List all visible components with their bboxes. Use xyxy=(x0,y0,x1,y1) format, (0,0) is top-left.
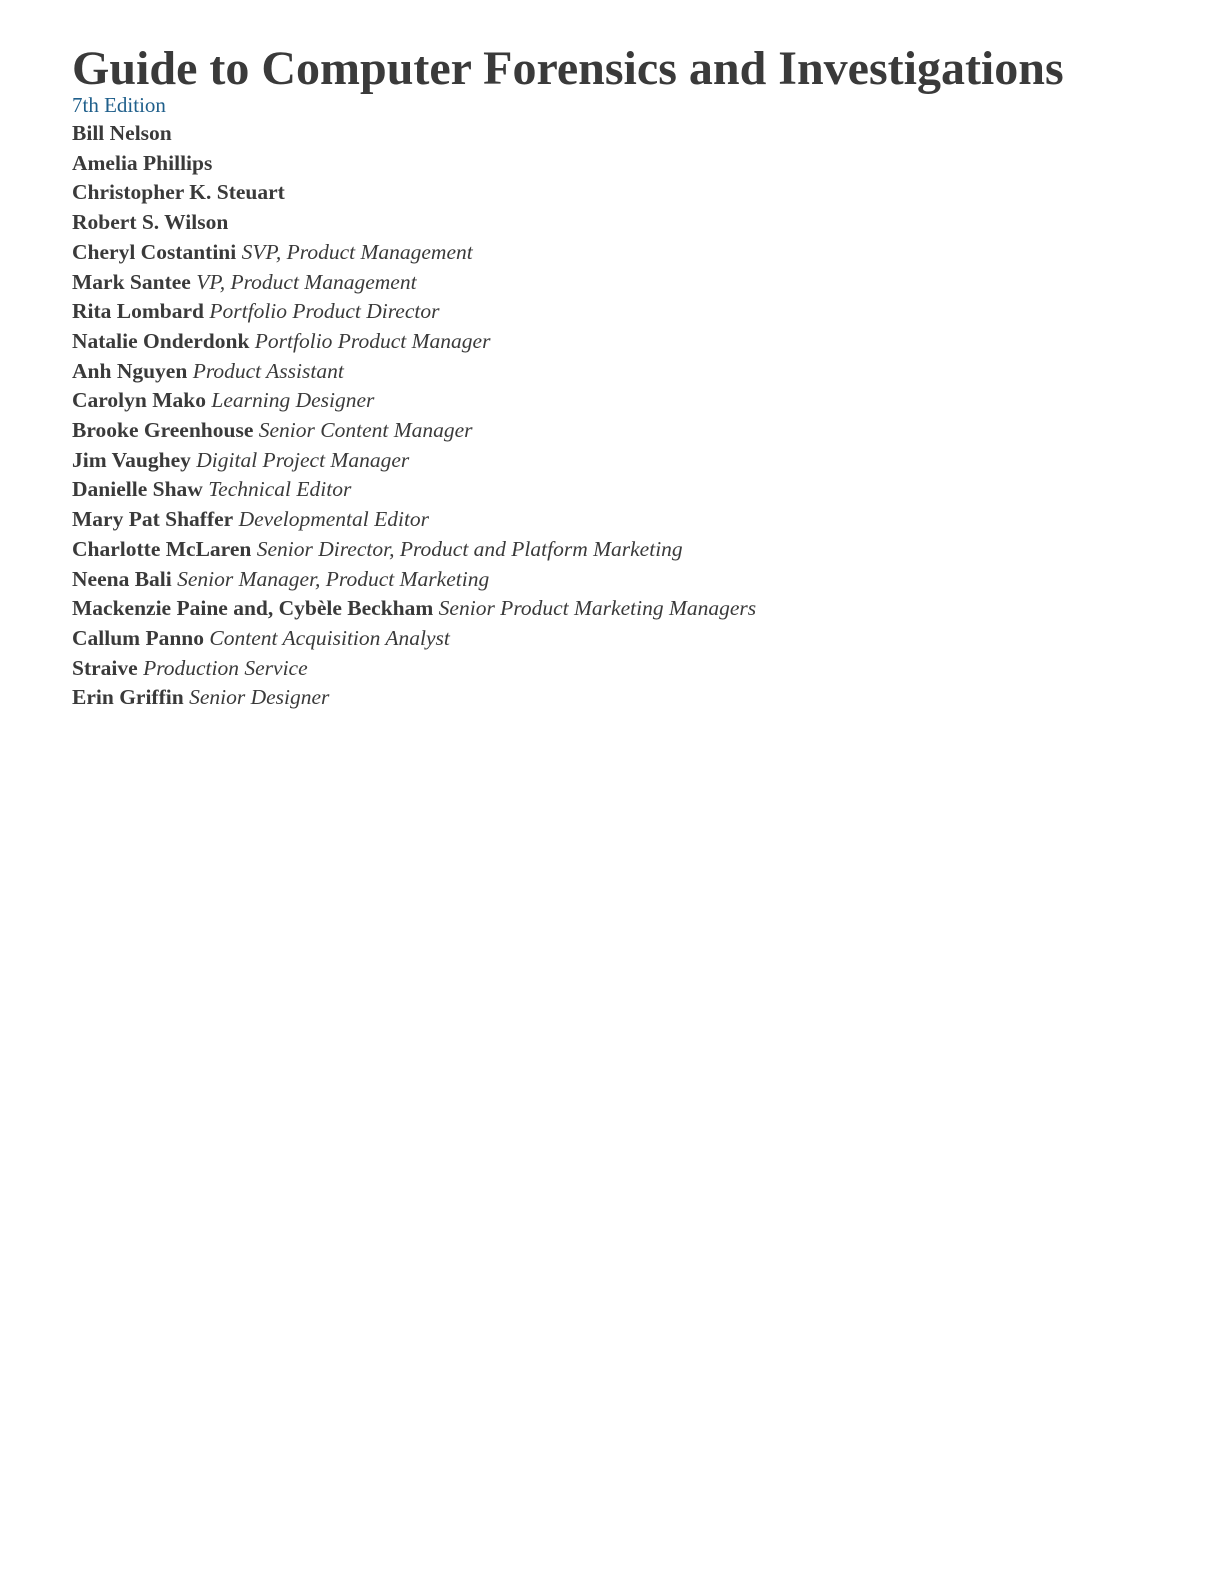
credit-role: Senior Manager, Product Marketing xyxy=(177,566,490,591)
credit-item xyxy=(72,505,1172,535)
author-name: Robert S. Wilson xyxy=(72,210,229,235)
credit-role: Portfolio Product Manager xyxy=(254,328,491,353)
credit-item xyxy=(72,565,1172,595)
credit-item xyxy=(72,654,1172,684)
book-title: Guide to Computer Forensics and Investigations xyxy=(72,42,1064,95)
credit-item xyxy=(72,624,1172,654)
credit-role: Portfolio Product Director xyxy=(209,299,440,324)
credit-role: Content Acquisition Analyst xyxy=(209,625,450,650)
credit-item xyxy=(72,475,1172,505)
credit-name: Brooke Greenhouse xyxy=(72,418,254,443)
credit-role: Technical Editor xyxy=(208,477,352,502)
author-name: Bill Nelson xyxy=(72,121,172,145)
credit-item xyxy=(72,386,1172,416)
credit-name: Cheryl Costantini xyxy=(72,239,237,264)
credit-name: Mary Pat Shaffer xyxy=(72,507,234,532)
author-item xyxy=(72,178,1172,208)
credit-item xyxy=(72,535,1172,565)
credit-name: Mackenzie Paine and, Cybèle Beckham xyxy=(72,596,434,621)
author-name: Christopher K. Steuart xyxy=(72,180,285,205)
credit-name: Charlotte McLaren xyxy=(72,536,252,561)
credit-item xyxy=(72,297,1172,327)
credit-role: Learning Designer xyxy=(211,388,375,413)
credit-name: Anh Nguyen xyxy=(72,358,188,383)
credit-role: SVP, Product Management xyxy=(241,239,473,264)
credit-role: Senior Content Manager xyxy=(258,418,473,443)
credit-item xyxy=(72,446,1172,476)
credit-role: Senior Designer xyxy=(189,685,330,710)
credit-item xyxy=(72,268,1172,298)
credit-name: Rita Lombard xyxy=(72,299,204,324)
credit-item xyxy=(72,416,1172,446)
credit-item xyxy=(72,594,1172,624)
credit-role: Developmental Editor xyxy=(238,507,430,532)
credit-name: Callum Panno xyxy=(72,625,205,650)
author-name: Amelia Phillips xyxy=(72,150,213,175)
credit-role: Production Service xyxy=(143,655,308,680)
author-item xyxy=(72,208,1172,238)
credit-name: Danielle Shaw xyxy=(72,477,203,502)
credit-name: Straive xyxy=(72,655,138,680)
credit-item xyxy=(72,357,1172,387)
credit-role: Product Assistant xyxy=(192,358,344,383)
credit-item xyxy=(72,238,1172,268)
credit-role: VP, Product Management xyxy=(196,269,417,294)
credit-name: Neena Bali xyxy=(72,566,172,591)
credit-name: Erin Griffin xyxy=(72,685,184,710)
edition-label: 7th Edition xyxy=(72,93,166,117)
author-item xyxy=(72,119,1172,149)
credit-role: Senior Director, Product and Platform Marketing xyxy=(256,536,683,561)
author-item xyxy=(72,149,1172,179)
credit-role: Senior Product Marketing Managers xyxy=(438,596,757,621)
people-list xyxy=(72,119,1172,713)
credit-role: Digital Project Manager xyxy=(196,447,410,472)
credit-name: Natalie Onderdonk xyxy=(72,328,250,353)
credit-item xyxy=(72,327,1172,357)
credit-item xyxy=(72,683,1172,713)
credit-name: Mark Santee xyxy=(72,269,191,294)
credits-page xyxy=(72,40,1172,713)
credit-name: Jim Vaughey xyxy=(72,447,191,472)
credit-name: Carolyn Mako xyxy=(72,388,206,413)
